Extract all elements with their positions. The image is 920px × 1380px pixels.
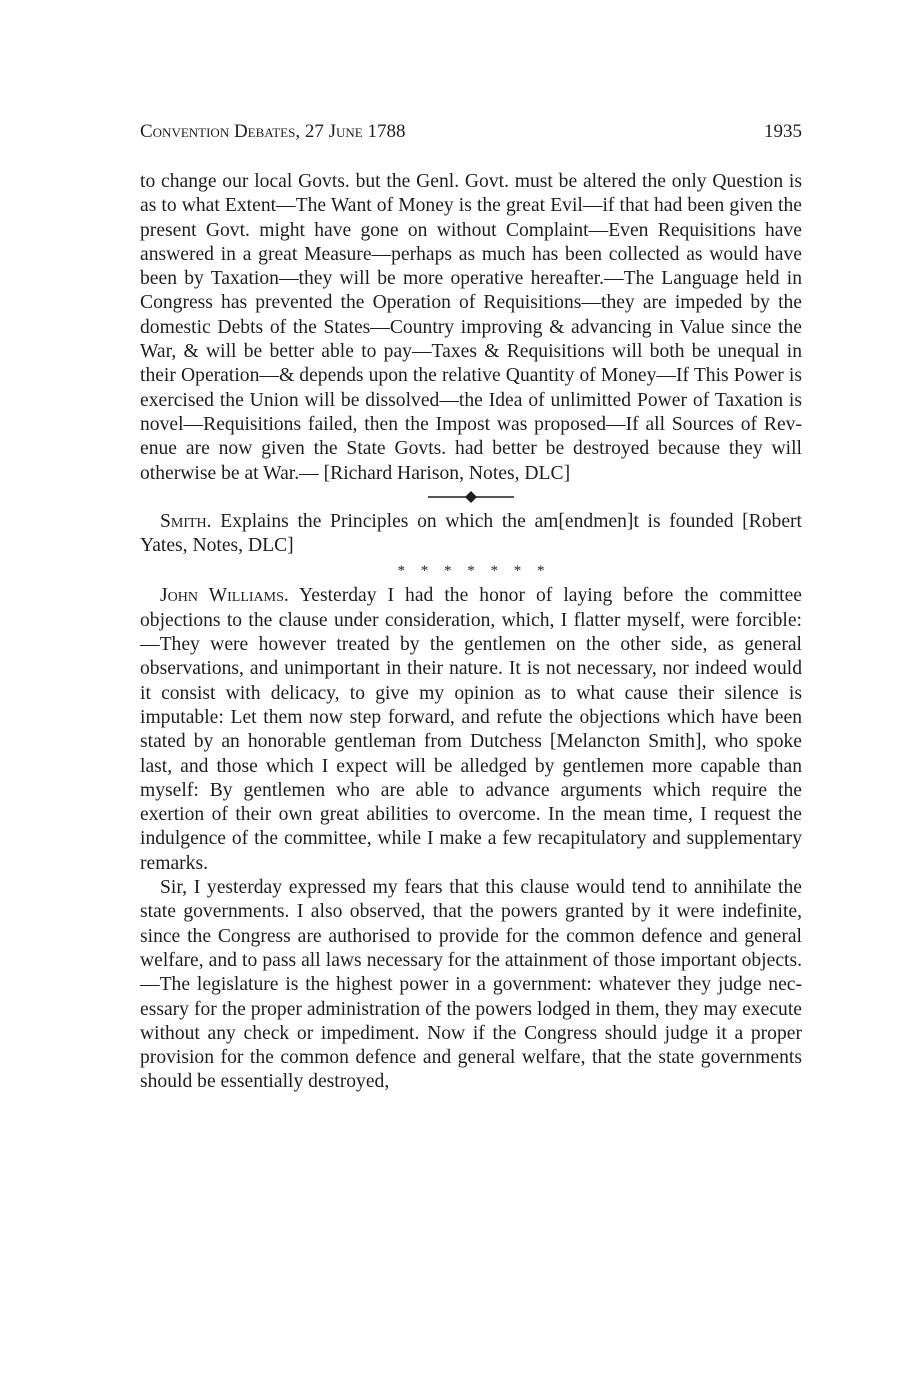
williams-text: Yesterday I had the honor of laying before the committee objections to the clause under consideration, which, I flatter myself, were forcible:—They were however treated by the gentlemen on the other side, as general observations, and unimportant in their nature. It is not necessary, nor indeed would it consist with delicacy, to give my opinion as to what cause their silence is imputable: Let them now step forward, and refute the objections which have been stated by an honorable gentleman from Dutchess [Melancton Smith], who spoke last, and those which I expect will be alledged by gentlemen more capable than myself: By gentlemen who are able to advance arguments which require the exertion of their own great abilities to overcome. In the mean time, I request the indulgence of the committee, while I make a few recapitulatory and supplementary remarks.: [140, 585, 802, 874]
williams-paragraph: [140, 584, 802, 876]
body-text: [140, 170, 802, 1095]
page-number: 1935: [764, 121, 802, 142]
speaker-name: John Williams.: [160, 585, 289, 607]
running-title: Convention Debates, 27 June 1788: [140, 121, 406, 142]
harison-notes-paragraph: to change our local Govts. but the Genl. Govt. must be altered the only Question is as to what Extent—The Want of Money is the great Evil—if that had been given the present Govt. might have gone on without Complaint—Even Requisitions have answered in a great Measure—perhaps as much has been collected as would have been by Taxation—they will be more operative hereafter.—The Language held in Congress has prevented the Operation of Requisitions—they are impeded by the domestic Debts of the States—Country improving & advancing in Value since the War, & will be better able to pay—Taxes & Requisitions will both be unequal in their Operation—& depends upon the relative Quantity of Money—If This Power is exercised the Union will be dissolved—the Idea of unlimitted Power of Taxation is novel—Requisitions failed, then the Impost was proposed—If all Sources of Revenue are now given the State Govts. had better be destroyed because they will otherwise be at War.— [Richard Harison, Notes, DLC]: [140, 171, 802, 484]
williams-continuation-paragraph: Sir, I yesterday expressed my fears that this clause would tend to annihilate the state governments. I also observed, that the powers granted by it were indefinite, since the Congress are authorised to provide for the common defence and general welfare, and to pass all laws necessary for the attainment of those important objects.—The legislature is the highest power in a government: whatever they judge necessary for the proper administration of the powers lodged in them, they may execute without any check or impediment. Now if the Congress should judge it a proper provision for the common defence and general welfare, that the state governments should be essentially destroyed,: [140, 877, 802, 1093]
smith-text: Explains the Principles on which the am[endmen]t is founded [Robert Yates, Notes, DLC]: [140, 510, 802, 557]
diamond-rule-icon: [426, 490, 516, 504]
smith-paragraph: [140, 510, 802, 559]
running-head: [140, 120, 802, 144]
asterisk-separator: * * * * * * *: [397, 563, 551, 580]
document-page: [140, 120, 802, 1095]
section-divider: [140, 488, 802, 506]
speaker-name: Smith.: [160, 510, 212, 532]
